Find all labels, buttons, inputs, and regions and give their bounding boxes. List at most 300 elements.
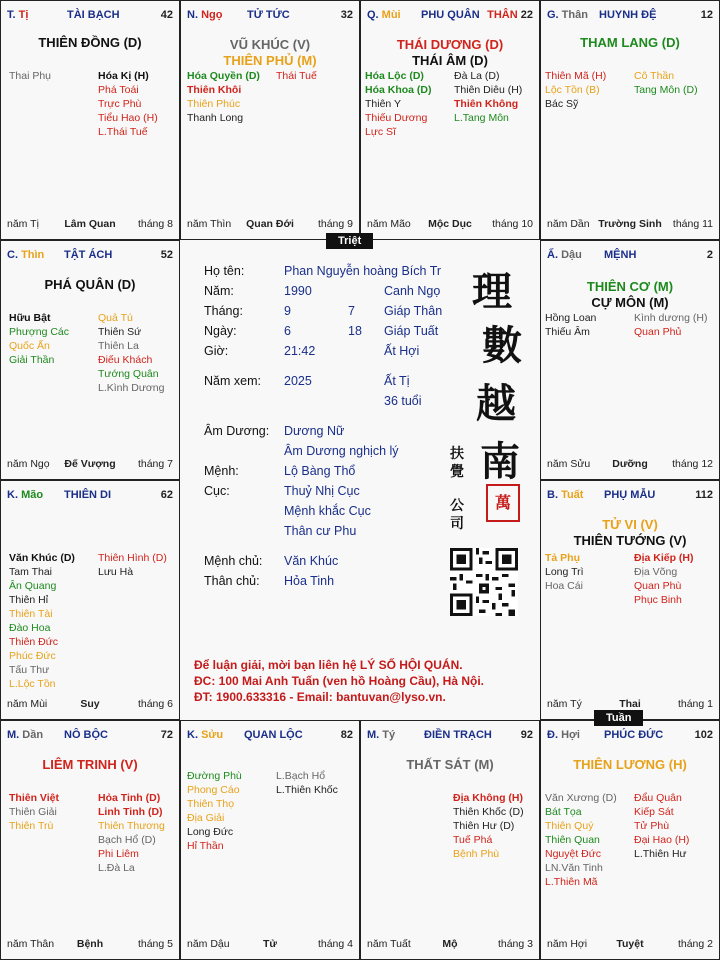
branch-prefix: Q. <box>367 9 382 21</box>
truong-sinh-stage: Bệnh <box>76 938 104 950</box>
palace-footer <box>7 938 173 951</box>
minor-star: L.Thiên Khốc <box>276 784 338 796</box>
nam-xem-can-chi: Ất Tị <box>384 374 410 388</box>
minor-star: Quan Phủ <box>634 326 682 338</box>
palace-year: năm Dần <box>547 218 590 230</box>
palace-age: 12 <box>700 9 713 21</box>
palace-footer <box>547 458 713 471</box>
minor-star: Tướng Quân <box>98 368 159 380</box>
branch-name: Tị <box>18 9 29 21</box>
truong-sinh-stage: Suy <box>80 698 100 710</box>
main-star: THIÊN TƯỚNG (V) <box>573 533 687 548</box>
right-star-column <box>454 69 522 125</box>
minor-star: Địa Giải <box>187 812 225 824</box>
left-star-column <box>187 69 260 125</box>
palace-age: 82 <box>340 729 353 741</box>
minor-star: Tiểu Hao (H) <box>98 112 158 124</box>
ho-ten-label: Họ tên: <box>204 264 245 278</box>
minor-star: L.Tang Môn <box>454 112 509 124</box>
truong-sinh-stage: Thai <box>619 698 641 710</box>
palace-label: PHÚC ĐỨC <box>604 729 664 741</box>
truong-sinh-stage: Tử <box>262 938 278 950</box>
cuc-label: Cục: <box>204 484 230 498</box>
minor-star: Thiên Không <box>454 98 519 110</box>
main-star: THIÊN LƯƠNG (H) <box>573 757 687 772</box>
palace-header <box>367 9 533 23</box>
minor-star: Phượng Các <box>9 326 70 338</box>
minor-star: Tử Phù <box>634 820 670 832</box>
left-star-column <box>9 791 59 833</box>
minor-star: Hóa Kị (H) <box>98 70 149 82</box>
palace-hoi[interactable] <box>540 720 720 960</box>
minor-star: Tam Thai <box>9 566 52 578</box>
minor-star: Thiên Quan <box>545 834 600 846</box>
palace-branch <box>7 249 44 261</box>
minor-star: Phong Cáo <box>187 784 240 796</box>
palace-year: năm Mùi <box>7 698 48 710</box>
tuan-tag: Tuần <box>594 710 643 726</box>
truong-sinh-stage: Mộ <box>442 938 458 950</box>
right-star-column <box>276 769 338 797</box>
minor-star: Thiên Mã (H) <box>545 70 607 82</box>
palace-age: 102 <box>694 729 713 741</box>
palace-year: năm Dậu <box>187 938 230 950</box>
minor-star: Hỏa Tinh (D) <box>98 792 161 804</box>
palace-tuat[interactable] <box>540 480 720 720</box>
minor-star: Thiên Đức <box>9 636 59 648</box>
main-star: THIÊN CƠ (M) <box>586 279 674 294</box>
than-chu-value: Hỏa Tinh <box>284 574 335 588</box>
branch-prefix: M. <box>7 729 23 741</box>
palace-branch <box>7 729 43 741</box>
branch-name: Mùi <box>381 9 401 21</box>
palace-month: tháng 11 <box>672 218 713 230</box>
center-info-panel <box>180 240 540 720</box>
nam-can-chi: Canh Ngọ <box>384 284 441 298</box>
calligraphy-char-4: 南 <box>480 438 520 485</box>
palace-thin[interactable] <box>0 240 180 480</box>
minor-star: Thiên Quý <box>545 820 594 832</box>
triet-tag: Triệt <box>326 233 373 249</box>
palace-age: 62 <box>160 489 173 501</box>
tuoi-value: 36 tuổi <box>384 394 422 408</box>
branch-prefix: N. <box>187 9 202 21</box>
truong-sinh-stage: Lâm Quan <box>64 218 116 230</box>
minor-star: Tấu Thư <box>9 664 50 676</box>
palace-month: tháng 5 <box>137 938 173 950</box>
palace-footer <box>187 218 353 231</box>
palace-branch <box>547 9 588 21</box>
minor-star: Thiên Khốc (D) <box>453 806 524 818</box>
minor-star: Hóa Quyền (D) <box>187 70 260 82</box>
truong-sinh-stage: Tuyệt <box>616 938 644 950</box>
minor-star: Giải Thần <box>9 354 55 366</box>
palace-header <box>547 489 713 503</box>
minor-star: Hóa Khoa (D) <box>365 84 432 96</box>
palace-than[interactable] <box>540 0 720 240</box>
palace-year: năm Thân <box>7 938 55 950</box>
minor-star: Phục Binh <box>634 594 682 606</box>
truong-sinh-stage: Quan Đới <box>246 218 294 230</box>
palace-branch <box>187 729 223 741</box>
minor-star: Thai Phụ <box>9 70 52 82</box>
main-star: THÁI DƯƠNG (D) <box>396 37 504 52</box>
branch-prefix: T. <box>7 9 19 21</box>
minor-star: Đẩu Quân <box>634 792 682 804</box>
minor-star: Quốc Ấn <box>9 340 50 352</box>
than-marker: THÂN <box>487 9 521 21</box>
nam-xem-label: Năm xem: <box>204 374 261 388</box>
palace-month: tháng 8 <box>137 218 173 230</box>
truong-sinh-stage: Đế Vượng <box>64 458 116 470</box>
truong-sinh-stage: Dưỡng <box>612 458 648 470</box>
minor-star: Hóa Lộc (D) <box>365 70 424 82</box>
calligraphy-char-2: 數 <box>482 322 522 369</box>
minor-star: Thiên Phúc <box>187 98 241 110</box>
branch-name: Dần <box>22 729 44 741</box>
minor-star: Lực Sĩ <box>365 126 396 138</box>
palace-label: TỬ TỨC <box>247 9 290 21</box>
palace-label: HUYNH ĐỆ <box>599 9 657 21</box>
left-star-column <box>545 311 596 339</box>
palace-header <box>7 249 173 263</box>
thang-am: 7 <box>348 304 355 318</box>
main-star: PHÁ QUÂN (D) <box>44 277 136 292</box>
gio-can-chi: Ất Hợi <box>384 344 420 358</box>
minor-star: L.Kình Dương <box>98 382 165 394</box>
minor-star: Thiếu Dương <box>365 112 428 124</box>
branch-prefix: G. <box>547 9 562 21</box>
right-star-column <box>98 69 158 139</box>
minor-star: Thanh Long <box>187 112 244 124</box>
thang-label: Tháng: <box>204 304 243 318</box>
minor-star: Lưu Hà <box>98 566 134 578</box>
left-star-column <box>545 551 584 593</box>
branch-name: Dậu <box>561 249 582 261</box>
than-cu: Thân cư Phu <box>284 524 357 538</box>
palace-label: THIÊN DI <box>64 489 112 501</box>
minor-star: Đào Hoa <box>9 622 51 634</box>
left-star-column <box>545 69 606 111</box>
minor-star: Thiên Việt <box>9 792 59 804</box>
menh-chu-value: Văn Khúc <box>284 554 339 568</box>
palace-header <box>7 489 173 503</box>
palace-branch <box>367 9 401 21</box>
minor-star: Bát Tọa <box>545 806 582 818</box>
right-star-column <box>634 551 694 607</box>
main-star: LIÊM TRINH (V) <box>42 757 138 772</box>
palace-branch <box>547 489 583 501</box>
minor-star: Điếu Khách <box>98 354 153 366</box>
gio-value: 21:42 <box>284 344 316 358</box>
palace-month: tháng 12 <box>672 458 713 470</box>
palace-header <box>547 249 713 263</box>
right-star-column <box>276 69 317 83</box>
main-star: TỬ VI (V) <box>602 517 658 532</box>
than-chu-label: Thân chủ: <box>204 574 260 588</box>
right-star-column <box>98 551 167 579</box>
minor-star: Địa Võng <box>634 566 678 578</box>
main-star: THIÊN ĐỒNG (D) <box>38 35 142 50</box>
contact-line-1: Để luận giải, mời bạn liên hệ LÝ SỐ HỘI QUÁN. <box>194 658 463 672</box>
main-star: THẤT SÁT (M) <box>406 757 494 772</box>
palace-month: tháng 3 <box>497 938 533 950</box>
calligraphy-char-1: 理 <box>472 268 512 315</box>
palace-ngo[interactable] <box>180 0 360 240</box>
branch-prefix: Ấ. <box>547 249 562 261</box>
palace-branch <box>547 249 582 261</box>
minor-star: Đại Hao (H) <box>634 834 690 846</box>
minor-star: Quan Phù <box>634 580 682 592</box>
palace-ty2[interactable] <box>360 720 540 960</box>
minor-star: Tuế Phá <box>453 834 493 846</box>
palace-age: 32 <box>340 9 353 21</box>
truong-sinh-stage: Trường Sinh <box>598 218 662 230</box>
minor-star: Thiên Thọ <box>187 798 235 810</box>
palace-year: năm Mão <box>367 218 411 230</box>
palace-footer <box>7 458 173 471</box>
branch-name: Sửu <box>201 729 224 741</box>
left-star-column <box>9 551 75 691</box>
palace-dan[interactable] <box>0 720 180 960</box>
nam-label: Năm: <box>204 284 234 298</box>
palace-year: năm Tị <box>7 218 39 230</box>
palace-branch <box>187 9 222 21</box>
branch-name: Tý <box>382 729 396 741</box>
palace-year: năm Tuất <box>367 938 411 950</box>
gio-label: Giờ: <box>204 344 229 358</box>
palace-age: 112 <box>695 489 713 501</box>
minor-star: L.Thiên Mã <box>545 876 598 888</box>
minor-star: L.Thái Tuế <box>98 126 148 138</box>
palace-age: 72 <box>160 729 173 741</box>
branch-prefix: K. <box>7 489 22 501</box>
palace-footer <box>7 698 173 711</box>
palace-label: TẬT ÁCH <box>64 249 113 261</box>
contact-address: ĐC: 100 Mai Anh Tuấn (ven hồ Hoàng Cầu), Hà Nội. <box>194 674 485 688</box>
minor-star: Bác Sỹ <box>545 98 579 110</box>
red-seal-stamp: 萬 <box>486 484 520 522</box>
right-star-column <box>98 311 164 395</box>
nam-xem-value: 2025 <box>284 374 312 388</box>
palace-month: tháng 1 <box>677 698 713 710</box>
palace-header <box>367 729 533 743</box>
cuc-relation: Mệnh khắc Cục <box>284 504 371 518</box>
minor-star: Thiên Tài <box>9 608 53 620</box>
calligraphy-char-3: 越 <box>476 380 516 427</box>
minor-star: Thiên Sứ <box>98 326 142 338</box>
minor-star: Thiên Hư (D) <box>453 820 515 832</box>
minor-star: Phi Liêm <box>98 848 139 860</box>
minor-star: Đường Phù <box>187 770 242 782</box>
ngay-duong: 6 <box>284 324 291 338</box>
branch-prefix: M. <box>367 729 383 741</box>
palace-footer <box>7 218 173 231</box>
main-star: THAM LANG (D) <box>580 35 680 50</box>
right-star-column <box>634 69 698 97</box>
branch-name: Thìn <box>21 249 45 261</box>
palace-footer <box>367 218 533 231</box>
left-star-column <box>9 69 51 83</box>
main-star: CỰ MÔN (M) <box>591 295 669 310</box>
palace-ty[interactable] <box>0 0 180 240</box>
branch-name: Ngọ <box>201 9 223 21</box>
minor-star: Linh Tinh (D) <box>98 806 163 818</box>
palace-year: năm Hợi <box>547 938 588 950</box>
palace-branch <box>7 9 28 21</box>
menh-value: Lộ Bàng Thổ <box>284 464 356 478</box>
branch-name: Hợi <box>561 729 580 741</box>
truong-sinh-stage: Mộc Dục <box>428 218 472 230</box>
minor-star: Thiên Hỉ <box>9 594 49 606</box>
minor-star: Kiếp Sát <box>634 806 674 818</box>
left-star-column <box>187 769 242 853</box>
right-star-column <box>634 311 707 339</box>
right-star-column <box>98 791 165 875</box>
minor-star: L.Thiên Hư <box>634 848 687 860</box>
palace-branch <box>547 729 580 741</box>
minor-star: Long Trì <box>545 566 584 578</box>
palace-label: PHỤ MẪU <box>604 489 656 501</box>
menh-label: Mệnh: <box>204 464 239 478</box>
palace-header <box>187 729 353 743</box>
qr-code-icon <box>450 548 518 616</box>
minor-star: Thiên La <box>98 340 139 352</box>
branch-name: Tuất <box>561 489 584 501</box>
minor-star: Tả Phụ <box>545 552 581 564</box>
palace-header <box>187 9 353 23</box>
ngay-can-chi: Giáp Tuất <box>384 324 439 338</box>
thang-can-chi: Giáp Thân <box>384 304 443 318</box>
minor-star: Bạch Hổ (D) <box>98 834 156 846</box>
minor-star: Hồng Loan <box>545 312 597 324</box>
ngay-am: 18 <box>348 324 362 338</box>
palace-footer <box>547 938 713 951</box>
nam-value: 1990 <box>284 284 312 298</box>
branch-prefix: Đ. <box>547 729 562 741</box>
right-star-column <box>453 791 524 861</box>
minor-star: Hỉ Thần <box>187 840 224 852</box>
palace-age: 42 <box>160 9 173 21</box>
left-star-column <box>9 311 69 367</box>
minor-star: Quả Tú <box>98 312 133 324</box>
minor-star: Đà La (D) <box>454 70 500 82</box>
calligraphy-small-4: 司 <box>450 516 464 532</box>
palace-footer <box>187 938 353 951</box>
palace-month: tháng 6 <box>137 698 173 710</box>
minor-star: Văn Khúc (D) <box>9 552 75 564</box>
minor-star: Thiếu Âm <box>545 326 590 338</box>
minor-star: Thiên Diêu (H) <box>454 84 523 96</box>
minor-star: L.Lộc Tồn <box>9 678 56 690</box>
calligraphy-small-1: 扶 <box>450 446 464 462</box>
ho-ten-value: Phan Nguyễn hoàng Bích Tr <box>284 264 442 278</box>
palace-year: năm Tý <box>547 698 582 710</box>
branch-name: Thân <box>561 9 588 21</box>
minor-star: LN.Văn Tinh <box>545 862 603 874</box>
cuc-value: Thuỷ Nhị Cục <box>284 484 360 498</box>
minor-star: Địa Kiếp (H) <box>634 552 694 564</box>
palace-mui[interactable] <box>360 0 540 240</box>
main-star: VŨ KHÚC (V) <box>229 37 311 52</box>
minor-star: Phúc Đức <box>9 650 56 662</box>
palace-year: năm Ngọ <box>7 458 50 470</box>
menh-chu-label: Mệnh chủ: <box>204 554 263 568</box>
palace-footer <box>367 938 533 951</box>
palace-branch <box>7 489 43 501</box>
branch-prefix: C. <box>7 249 22 261</box>
am-duong-ly: Âm Dương nghịch lý <box>284 444 399 458</box>
minor-star: Long Đức <box>187 826 234 838</box>
palace-age: 92 <box>520 729 533 741</box>
minor-star: Trực Phù <box>98 98 142 110</box>
minor-star: Lộc Tồn (B) <box>545 84 600 96</box>
minor-star: Phá Toái <box>98 84 139 96</box>
main-star: THIÊN PHỦ (M) <box>223 53 317 68</box>
palace-age: 2 <box>706 249 713 261</box>
left-star-column <box>365 69 432 139</box>
palace-header <box>7 729 173 743</box>
minor-star: Hoa Cái <box>545 580 583 592</box>
minor-star: Thiên Hình (D) <box>98 552 167 564</box>
left-star-column <box>545 791 617 889</box>
palace-mao[interactable] <box>0 480 180 720</box>
calligraphy-small-2: 覺 <box>450 464 464 480</box>
minor-star: Thiên Thương <box>98 820 165 832</box>
palace-header <box>547 729 713 743</box>
minor-star: Thiên Trù <box>9 820 54 832</box>
palace-label: MỆNH <box>604 249 637 261</box>
branch-prefix: B. <box>547 489 562 501</box>
palace-label: PHU QUÂN <box>421 9 480 21</box>
palace-label: QUAN LỘC <box>244 729 303 741</box>
branch-prefix: K. <box>187 729 202 741</box>
minor-star: Thiên Khôi <box>187 84 242 96</box>
minor-star: Kình dương (H) <box>634 312 708 324</box>
minor-star: L.Bạch Hổ <box>276 770 326 782</box>
minor-star: Cô Thần <box>634 70 675 82</box>
main-star: THÁI ÂM (D) <box>412 53 488 68</box>
palace-header <box>547 9 713 23</box>
palace-suu[interactable] <box>180 720 360 960</box>
minor-star: Nguyệt Đức <box>545 848 602 860</box>
palace-age: THÂN 22 <box>487 9 533 21</box>
palace-label: TÀI BẠCH <box>67 9 120 21</box>
calligraphy-small-3: 公 <box>450 498 464 514</box>
am-duong-label: Âm Dương: <box>204 424 270 438</box>
minor-star: Thiên Giải <box>9 806 57 818</box>
minor-star: Ân Quang <box>9 580 57 592</box>
palace-label: ĐIỀN TRẠCH <box>424 729 492 741</box>
palace-year: năm Sửu <box>547 458 591 470</box>
ngay-label: Ngày: <box>204 324 237 338</box>
minor-star: Địa Không (H) <box>453 792 523 804</box>
palace-branch <box>367 729 395 741</box>
minor-star: L.Đà La <box>98 862 135 874</box>
palace-footer <box>547 218 713 231</box>
minor-star: Văn Xương (D) <box>545 792 617 804</box>
minor-star: Thiên Y <box>365 98 401 110</box>
minor-star: Thái Tuế <box>276 70 317 82</box>
palace-month: tháng 2 <box>677 938 713 950</box>
minor-star: Hữu Bật <box>9 312 51 324</box>
am-duong-value: Dương Nữ <box>284 424 345 438</box>
branch-name: Mão <box>21 489 44 501</box>
palace-dau[interactable] <box>540 240 720 480</box>
palace-age: 52 <box>160 249 173 261</box>
minor-star: Bệnh Phù <box>453 848 500 860</box>
palace-month: tháng 4 <box>317 938 353 950</box>
